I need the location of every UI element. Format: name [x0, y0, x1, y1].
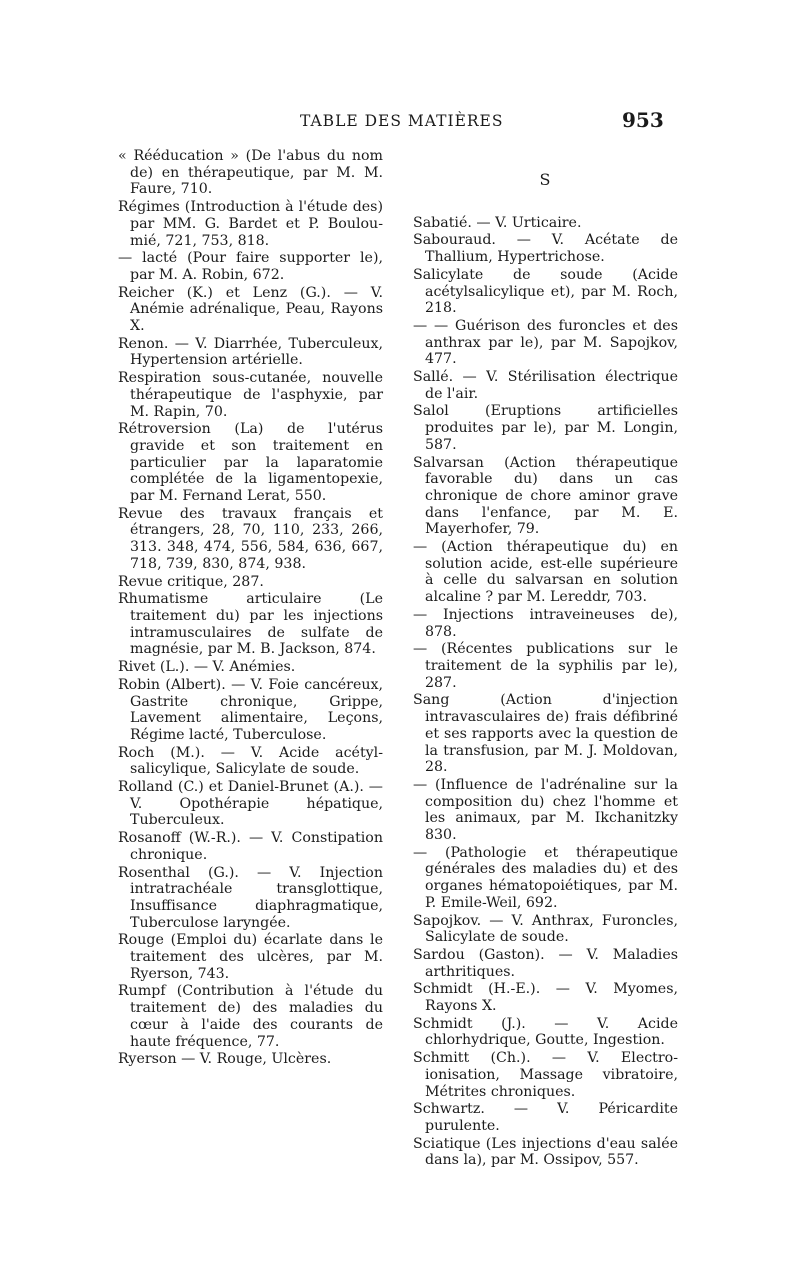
- index-entry: — (Pathologie et thérapeutique générales des maladies du) et des organes hématopoiétiques, par M. P. Emile-Weil, 692.: [413, 844, 678, 911]
- index-entry: Régimes (Introduction à l'étude des) par MM. G. Bardet et P. Boulou-mié, 721, 753, 818.: [118, 199, 383, 249]
- index-entry: Reicher (K.) et Lenz (G.). — V. Anémie adrénalique, Peau, Rayons X.: [118, 284, 383, 335]
- index-entry: Rolland (C.) et Daniel-Brunet (A.). — V. Opothérapie hépatique, Tuberculeux.: [118, 779, 383, 829]
- index-entry: Sabatié. — V. Urticaire.: [413, 214, 582, 231]
- index-entry: — (Action thérapeutique du) en solution acide, est-elle supérieure à celle du salvarsan en solution alcaline ? par M. Lereddr, 703.: [413, 539, 678, 606]
- page-number: 953: [622, 108, 664, 132]
- index-entry: Renon. — V. Diarrhée, Tuberculeux, Hypertension artérielle.: [118, 335, 383, 369]
- index-entry: Schwartz. — V. Péricardite purulente.: [413, 1101, 678, 1134]
- index-entry: Rivet (L.). — V. Anémies.: [118, 659, 296, 676]
- index-entry: Schmidt (H.-E.). — V. Myomes, Rayons X.: [413, 981, 678, 1015]
- index-entry: — — Guérison des furoncles et des anthrax par le), par M. Sapojkov, 477.: [413, 317, 678, 368]
- index-entry: Revue critique, 287.: [118, 573, 264, 590]
- index-entry: — (Influence de l'adrénaline sur la composition du) chez l'homme et les animaux, par M. Ikchanitzky 830.: [413, 776, 678, 844]
- index-entry: Sapojkov. — V. Anthrax, Furoncles, Salicylate de soude.: [413, 912, 678, 946]
- index-entry: Revue des travaux français et étrangers, 28, 70, 110, 233, 266, 313. 348, 474, 556, 584, 636, 667, 718, 739, 830, 874, 938.: [118, 505, 383, 572]
- index-entry: Salvarsan (Action thérapeutique favorable du) dans un cas chronique de chore aminor grave dans l'enfance, par M. E. Mayerhofer, 79.: [413, 454, 678, 538]
- section-letter: S: [539, 170, 552, 189]
- running-title: TABLE DES MATIÈRES: [300, 112, 504, 130]
- index-entry: Ryerson — V. Rouge, Ulcères.: [118, 1051, 332, 1068]
- index-entry: Sang (Action d'injection intravasculaires de) frais défibriné et ses rapports avec la question de la transfusion, par M. J. Moldovan, 28.: [413, 692, 678, 776]
- left-column: [118, 148, 383, 1069]
- index-entry: Sallé. — V. Stérilisation électrique de l'air.: [413, 369, 678, 402]
- index-entry: Rétroversion (La) de l'utérus gravide et son traitement en particulier par la laparatomie complétée de la ligamentopexie, par M. Fernand Lerat, 550.: [118, 421, 383, 505]
- index-entry: Schmitt (Ch.). — V. Electro-ionisation, Massage vibratoire, Métrites chroniques.: [413, 1050, 678, 1100]
- index-entry: Rumpf (Contribution à l'étude du traitement de) des maladies du cœur à l'aide des courants de haute fréquence, 77.: [118, 983, 383, 1050]
- index-entry: Salicylate de soude (Acide acétylsalicylique et), par M. Roch, 218.: [413, 266, 678, 317]
- index-entry: — (Récentes publications sur le traitement de la syphilis par le), 287.: [413, 641, 678, 691]
- index-entry: Salol (Eruptions artificielles produites par le), par M. Longin, 587.: [413, 403, 678, 453]
- index-entry: Sciatique (Les injections d'eau salée dans la), par M. Ossipov, 557.: [413, 1135, 678, 1169]
- index-entry: — lacté (Pour faire supporter le), par M. A. Robin, 672.: [118, 250, 383, 283]
- index-entry: Sardou (Gaston). — V. Maladies arthritiques.: [413, 946, 678, 980]
- index-entry: « Rééducation » (De l'abus du nom de) en thérapeutique, par M. M. Faure, 710.: [118, 148, 383, 198]
- index-entry: Respiration sous-cutanée, nouvelle thérapeutique de l'asphyxie, par M. Rapin, 70.: [118, 370, 383, 420]
- index-entry: Robin (Albert). — V. Foie cancéreux, Gastrite chronique, Grippe, Lavement alimentaire, Leçons, Régime lacté, Tuberculose.: [118, 676, 383, 743]
- index-entry: Rosanoff (W.-R.). — V. Constipation chronique.: [118, 830, 383, 863]
- index-entry: Roch (M.). — V. Acide acétyl-salicylique, Salicylate de soude.: [118, 744, 383, 778]
- right-column: [413, 172, 678, 1170]
- index-entry: Rouge (Emploi du) écarlate dans le traitement des ulcères, par M. Ryerson, 743.: [118, 932, 383, 982]
- index-entry: Sabouraud. — V. Acétate de Thallium, Hypertrichose.: [413, 232, 678, 266]
- index-entry: Schmidt (J.). — V. Acide chlorhydrique, Goutte, Ingestion.: [413, 1015, 678, 1049]
- index-entry: Rosenthal (G.). — V. Injection intratrachéale transglottique, Insuffisance diaphragmatique, Tuberculose laryngée.: [118, 864, 383, 931]
- index-entry: — Injections intraveineuses de), 878.: [413, 606, 678, 640]
- index-entry: Rhumatisme articulaire (Le traitement du) par les injections intramusculaires de sulfate de magnésie, par M. B. Jackson, 874.: [118, 591, 383, 658]
